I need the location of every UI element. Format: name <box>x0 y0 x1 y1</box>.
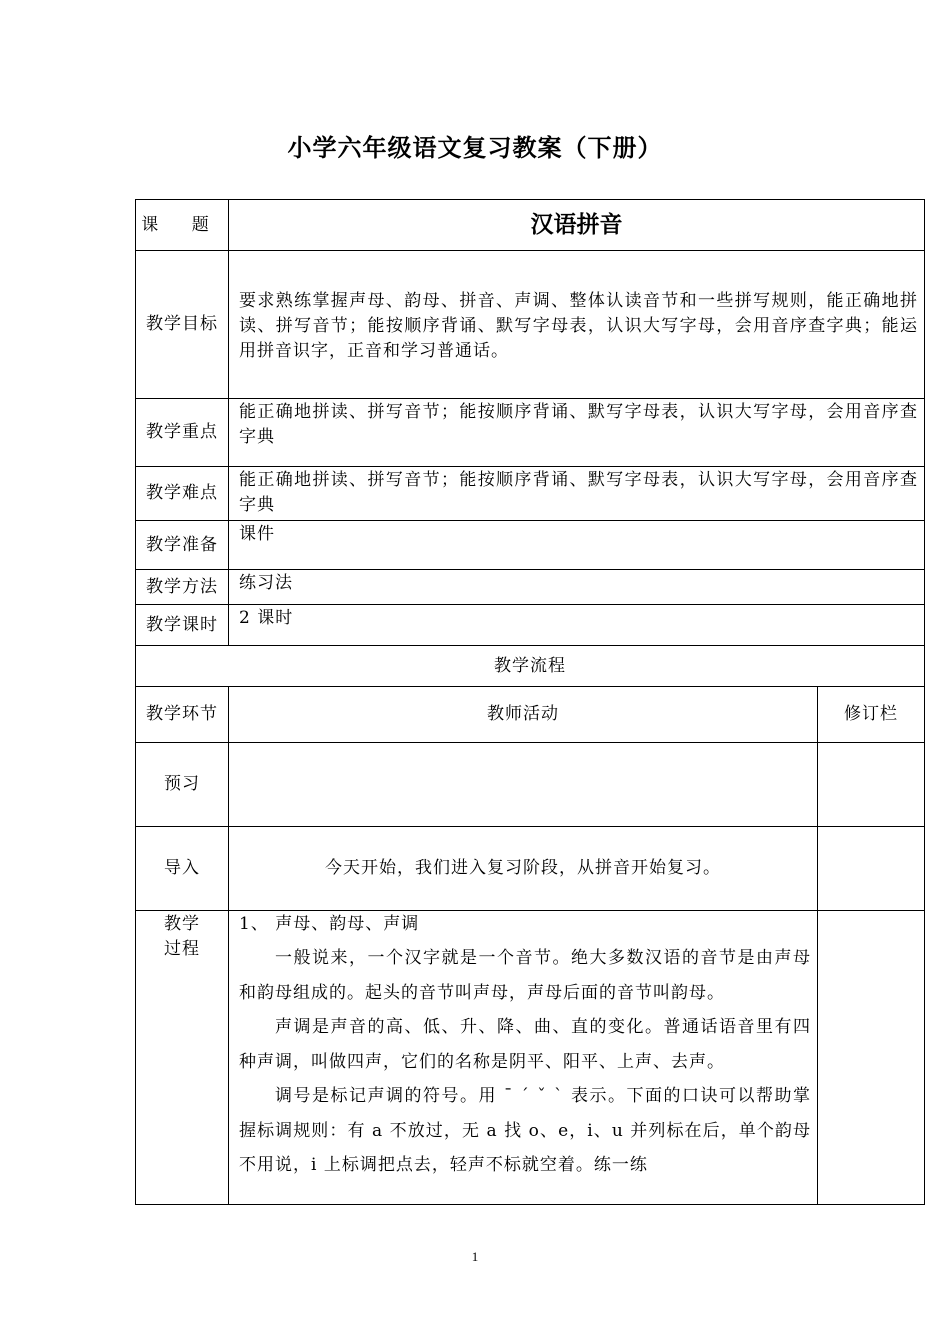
preview-row <box>136 743 925 827</box>
hours-row <box>136 605 925 646</box>
intro-label: 导入 <box>136 827 229 911</box>
preparation-label: 教学准备 <box>136 521 229 570</box>
flow-heading-row <box>136 646 925 687</box>
focus-text: 能正确地拼读、拼写音节；能按顺序背诵、默写字母表，认识大写字母，会用音序查字典 <box>229 399 925 467</box>
method-text: 练习法 <box>229 570 925 605</box>
process-revision <box>818 911 925 1205</box>
process-label-line1: 教学 <box>164 914 200 934</box>
difficulty-text: 能正确地拼读、拼写音节；能按顺序背诵、默写字母表，认识大写字母，会用音序查字典 <box>229 467 925 521</box>
flow-header-row <box>136 687 925 743</box>
column-header-revision: 修订栏 <box>818 687 925 743</box>
flow-heading: 教学流程 <box>136 646 925 687</box>
process-row <box>136 911 925 1205</box>
intro-revision <box>818 827 925 911</box>
method-label: 教学方法 <box>136 570 229 605</box>
process-paragraph-tone: 声调是声音的高、低、升、降、曲、直的变化。普通话语音里有四种声调，叫做四声，它们的名称是阴平、阳平、上声、去声。 <box>239 1017 811 1072</box>
process-label-line2: 过程 <box>164 939 200 959</box>
intro-row <box>136 827 925 911</box>
page-number: 1 <box>471 1249 479 1264</box>
intro-activity: 今天开始，我们进入复习阶段，从拼音开始复习。 <box>229 827 818 911</box>
preview-label: 预习 <box>136 743 229 827</box>
goals-text: 要求熟练掌握声母、韵母、拼音、声调、整体认读音节和一些拼写规则，能正确地拼读、拼写音节；能按顺序背诵、默写字母表，认识大写字母，会用音序查字典；能运用拼音识字，正音和学习普通话。 <box>229 251 925 399</box>
process-activity <box>229 911 818 1205</box>
process-heading: 1、 声母、韵母、声调 <box>239 914 420 934</box>
process-label <box>136 911 229 1205</box>
difficulty-row <box>136 467 925 521</box>
document-title: 小学六年级语文复习教案（下册） <box>287 134 663 162</box>
preview-revision <box>818 743 925 827</box>
preparation-row <box>136 521 925 570</box>
topic-row <box>136 200 925 251</box>
goals-label: 教学目标 <box>136 251 229 399</box>
method-row <box>136 570 925 605</box>
difficulty-label: 教学难点 <box>136 467 229 521</box>
lesson-plan-table <box>135 199 925 1205</box>
preparation-text: 课件 <box>229 521 925 570</box>
topic-label: 课 题 <box>136 200 229 251</box>
focus-row <box>136 399 925 467</box>
column-header-teacher-activity: 教师活动 <box>229 687 818 743</box>
topic-value: 汉语拼音 <box>229 200 925 251</box>
hours-text: 2 课时 <box>229 605 925 646</box>
column-header-stage: 教学环节 <box>136 687 229 743</box>
process-paragraph-syllable: 一般说来，一个汉字就是一个音节。绝大多数汉语的音节是由声母和韵母组成的。起头的音节叫声母，声母后面的音节叫韵母。 <box>239 948 811 1003</box>
focus-label: 教学重点 <box>136 399 229 467</box>
preview-activity <box>229 743 818 827</box>
process-paragraph-tone-mark: 调号是标记声调的符号。用 ˉ ˊ ˇ ˋ 表示。下面的口诀可以帮助掌握标调规则：有 a 不放过，无 a 找 o、e，i、u 并列标在后，单个韵母不用说，i 上标调把点去，轻声不标就空着。练一练 <box>239 1086 811 1175</box>
hours-label: 教学课时 <box>136 605 229 646</box>
goals-row <box>136 251 925 399</box>
